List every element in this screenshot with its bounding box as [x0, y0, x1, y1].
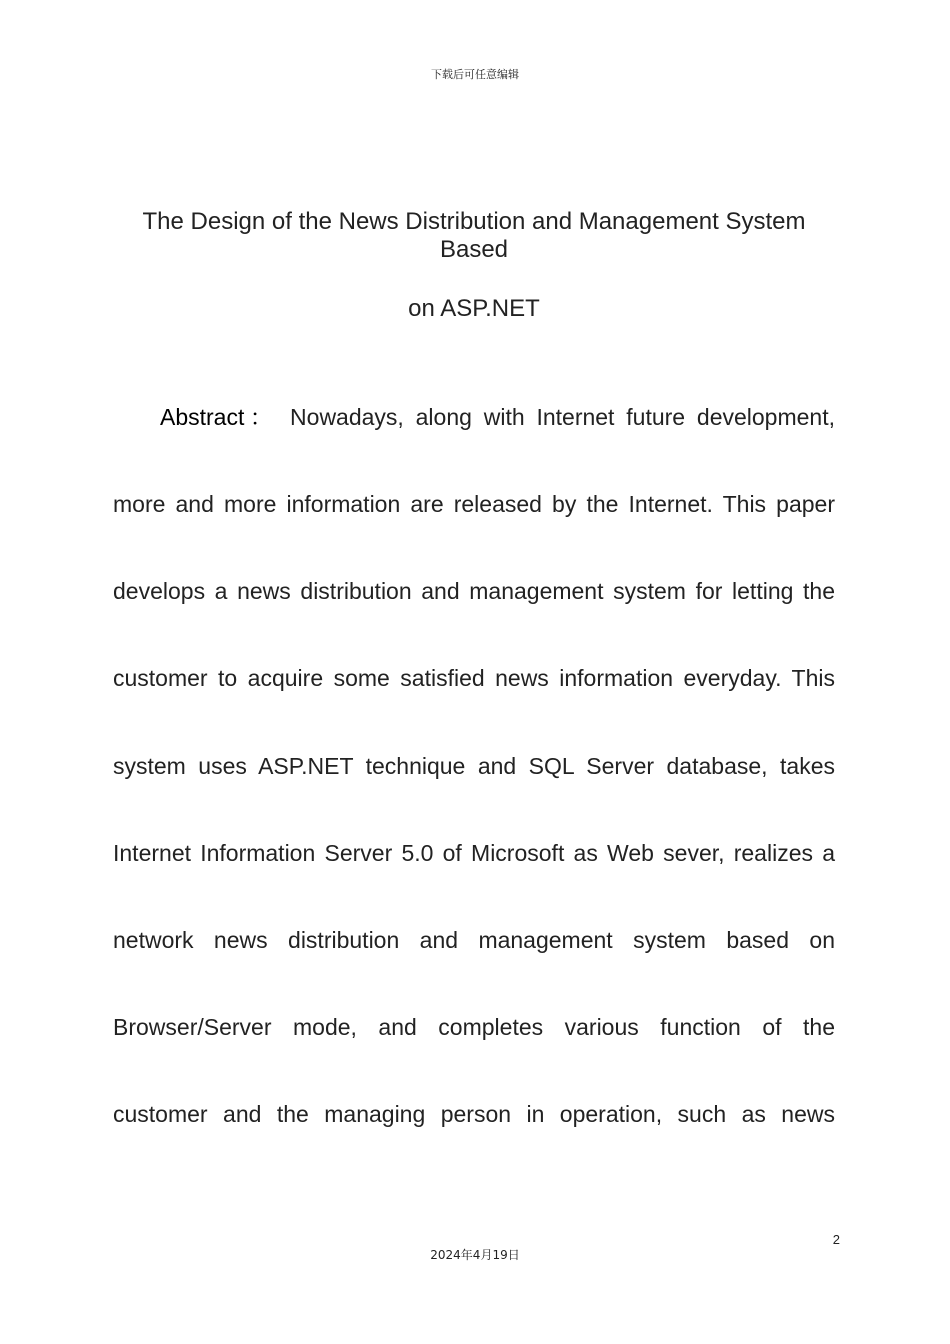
- paper-title-line-2: on ASP.NET: [408, 295, 540, 322]
- header-note: 下载后可任意编辑: [431, 68, 519, 81]
- abstract-line-1: [160, 401, 835, 433]
- abstract-line-2: more and more information are released by the Internet. This paper: [113, 491, 835, 517]
- paper-title-line-1: The Design of the News Distribution and Management System Based: [142, 208, 806, 263]
- abstract-line-3: develops a news distribution and management system for letting the: [113, 578, 835, 604]
- page-number: 2: [832, 1232, 840, 1247]
- abstract-line-1-text: Nowadays, along with Internet future development,: [290, 404, 835, 430]
- abstract-line-5: system uses ASP.NET technique and SQL Server database, takes: [113, 753, 835, 779]
- footer-date: 2024年4月19日: [430, 1248, 520, 1262]
- abstract-line-6: Internet Information Server 5.0 of Microsoft as Web sever, realizes a: [113, 840, 835, 866]
- abstract-line-8: Browser/Server mode, and completes various function of the: [113, 1014, 835, 1040]
- abstract-line-4: customer to acquire some satisfied news information everyday. This: [113, 665, 835, 691]
- abstract-line-7: network news distribution and management system based on: [113, 927, 835, 953]
- abstract-label: Abstract：: [160, 404, 279, 430]
- abstract-line-9: customer and the managing person in operation, such as news: [113, 1101, 835, 1127]
